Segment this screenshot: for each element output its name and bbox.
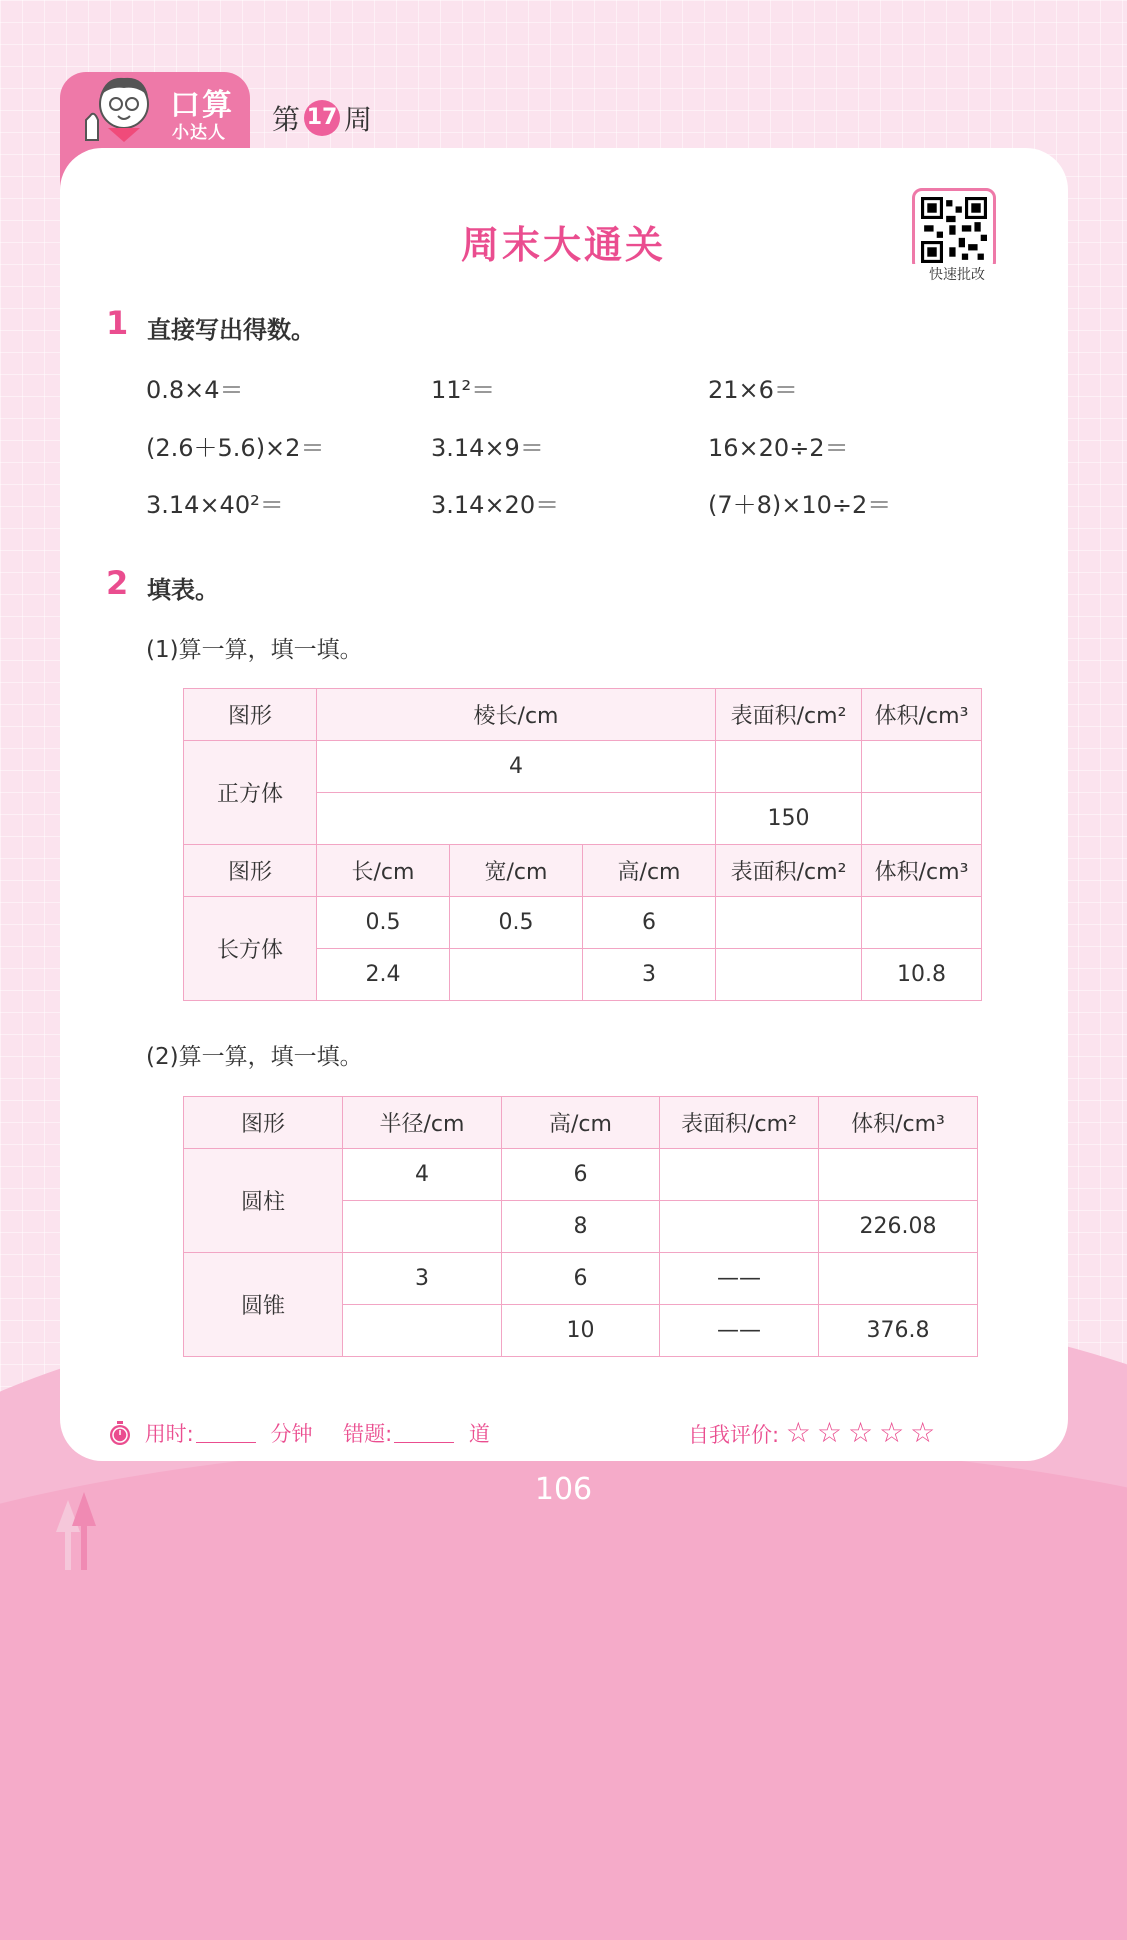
shape-label: 长方体 (184, 897, 317, 1001)
table-row (184, 897, 982, 949)
errors-blank[interactable] (394, 1422, 454, 1443)
table-cell[interactable]: 3 (583, 949, 716, 1001)
table-cell[interactable] (862, 741, 982, 793)
cube-cuboid-table (183, 688, 982, 1001)
table-cell[interactable] (716, 741, 862, 793)
page-number: 106 (534, 1472, 593, 1507)
expression: 21×6＝ (708, 376, 798, 404)
table-row (184, 845, 982, 897)
background-wave-front (0, 1440, 1127, 1940)
table-header-cell: 高/cm (583, 845, 716, 897)
page-title: 周末大通关 (460, 223, 666, 267)
table-header-cell: 宽/cm (450, 845, 583, 897)
table-cell[interactable] (819, 1253, 978, 1305)
table-header-cell: 图形 (184, 1097, 343, 1149)
rating-label: 自我评价: (688, 1423, 780, 1447)
table-cell[interactable]: 10 (502, 1305, 660, 1357)
table-cell[interactable]: 0.5 (450, 897, 583, 949)
rating-footer (688, 1416, 941, 1449)
table-cell[interactable]: 10.8 (862, 949, 982, 1001)
section-2-number: 2 (106, 564, 129, 602)
table-header-cell: 表面积/cm² (716, 689, 862, 741)
time-label: 用时: (144, 1422, 194, 1446)
table-cell: —— (660, 1253, 819, 1305)
section-1-number: 1 (106, 304, 129, 342)
arrow-decoration-icon (54, 1492, 104, 1570)
table-row (184, 1253, 978, 1305)
table-cell[interactable]: 6 (583, 897, 716, 949)
part-1-title: (1)算一算，填一填。 (146, 637, 363, 663)
star-rating-icons[interactable]: ☆☆☆☆☆ (785, 1416, 942, 1449)
table-row (184, 1097, 978, 1149)
table-cell[interactable] (317, 793, 716, 845)
table-row (184, 1149, 978, 1201)
qr-pattern (921, 197, 987, 263)
table-cell[interactable]: 6 (502, 1149, 660, 1201)
table-cell[interactable]: 150 (716, 793, 862, 845)
table-cell[interactable] (660, 1201, 819, 1253)
expression: 3.14×40²＝ (146, 491, 284, 519)
table-header-cell: 棱长/cm (317, 689, 716, 741)
qr-label: 快速批改 (912, 264, 1002, 284)
table-cell[interactable] (343, 1201, 502, 1253)
table-cell[interactable]: 226.08 (819, 1201, 978, 1253)
part-2-title: (2)算一算，填一填。 (146, 1044, 363, 1070)
table-cell[interactable]: 376.8 (819, 1305, 978, 1357)
table-header-cell: 表面积/cm² (716, 845, 862, 897)
section-2-title: 填表。 (147, 576, 219, 604)
table-cell[interactable]: 8 (502, 1201, 660, 1253)
brand-subtitle: 小达人 (172, 123, 226, 143)
table-header-cell: 体积/cm³ (819, 1097, 978, 1149)
table-cell[interactable]: 6 (502, 1253, 660, 1305)
table-cell[interactable] (716, 897, 862, 949)
week-number: 17 (304, 100, 340, 136)
table-header-cell: 高/cm (502, 1097, 660, 1149)
table-cell[interactable]: 0.5 (317, 897, 450, 949)
table-header-cell: 体积/cm³ (862, 845, 982, 897)
expression: 3.14×9＝ (431, 434, 544, 462)
table-cell[interactable] (450, 949, 583, 1001)
expression: (2.6＋5.6)×2＝ (146, 434, 325, 462)
expression: 3.14×20＝ (431, 491, 560, 519)
table-header-cell: 表面积/cm² (660, 1097, 819, 1149)
week-suffix: 周 (344, 103, 373, 136)
stopwatch-icon (106, 1419, 134, 1447)
table-cell[interactable] (716, 949, 862, 1001)
brand-title: 口算 (170, 88, 234, 123)
section-1-title: 直接写出得数。 (147, 316, 315, 344)
time-unit: 分钟 (270, 1422, 313, 1446)
expression: 16×20÷2＝ (708, 434, 849, 462)
table-cell[interactable] (862, 793, 982, 845)
table-cell[interactable] (819, 1149, 978, 1201)
table-cell[interactable] (660, 1149, 819, 1201)
table-row (184, 689, 982, 741)
time-blank[interactable] (196, 1422, 256, 1443)
table-cell[interactable]: 3 (343, 1253, 502, 1305)
table-header-cell: 半径/cm (343, 1097, 502, 1149)
expression: 11²＝ (431, 376, 496, 404)
expression: (7＋8)×10÷2＝ (708, 491, 892, 519)
mascot-icon (72, 70, 164, 150)
errors-unit: 道 (468, 1422, 490, 1446)
qr-code-icon[interactable] (912, 188, 996, 272)
table-cell[interactable]: 4 (343, 1149, 502, 1201)
errors-label: 错题: (343, 1422, 393, 1446)
table-row (184, 741, 982, 793)
table-header-cell: 体积/cm³ (862, 689, 982, 741)
shape-label: 正方体 (184, 741, 317, 845)
table-header-cell: 图形 (184, 845, 317, 897)
table-header-cell: 图形 (184, 689, 317, 741)
table-header-cell: 长/cm (317, 845, 450, 897)
expression: 0.8×4＝ (146, 376, 244, 404)
shape-label: 圆锥 (184, 1253, 343, 1357)
week-indicator (272, 98, 372, 138)
table-cell[interactable]: 2.4 (317, 949, 450, 1001)
table-cell[interactable] (343, 1305, 502, 1357)
time-footer (106, 1418, 490, 1448)
table-cell[interactable]: 4 (317, 741, 716, 793)
week-prefix: 第 (272, 103, 301, 136)
cylinder-cone-table (183, 1096, 978, 1357)
table-cell[interactable] (862, 897, 982, 949)
shape-label: 圆柱 (184, 1149, 343, 1253)
table-cell: —— (660, 1305, 819, 1357)
